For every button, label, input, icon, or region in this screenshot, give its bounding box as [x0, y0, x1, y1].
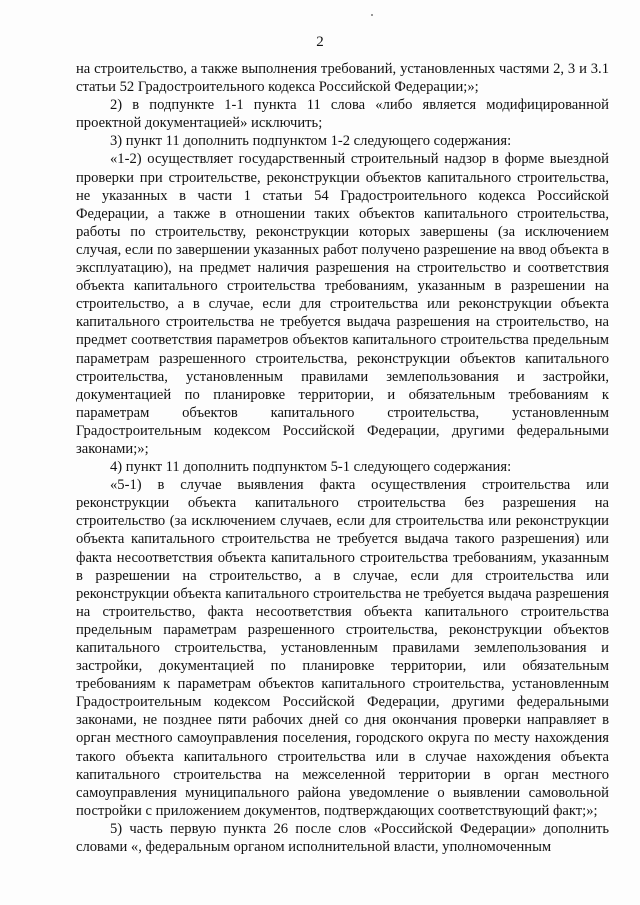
paragraph-item-3: 3) пункт 11 дополнить подпунктом 1-2 следующего содержания:	[110, 133, 512, 150]
paragraph-item-5: 5) часть первую пункта 26 после слов «Российской Федерации» дополнить словами «, федеральным органом исполнительной власти, уполномоченным	[76, 820, 609, 856]
paragraph-subitem-1-2: «1-2) осуществляет государственный строительный надзор в форме выездной проверки при строительстве, реконструкции объектов капитального строительства, не указанных в части 1 статьи 54 Градостроительного кодекса Российской Федерации, а также в отношении таких объектов капитального строительства, работы по строительству, реконструкции которых завершены (за исключением случая, если по завершении указанных работ получено разрешение на ввод объекта в эксплуатацию), на предмет наличия разрешения на строительство и соответствия объекта капитального строительства требованиям, указанным в разрешении на строительство, а в случае, если для строительства или реконструкции объекта капитального строительства не требуется выдача разрешения на строительство, на предмет соответствия параметров объектов капитального строительства предельным параметрам разрешенного строительства, реконструкции объектов капитального строительства, установленным правилами землепользования и застройки, документацией по планировке территории, и обязательным требованиям к параметрам объектов капитального строительства, установленным Градостроительным кодексом Российской Федерации, другими федеральными законами;»;	[76, 151, 609, 457]
scan-speck	[371, 14, 373, 16]
paragraph-item-2: 2) в подпункте 1-1 пункта 11 слова «либо является модифицированной проектной документацией» исключить;	[76, 97, 609, 132]
page-number: 2	[316, 34, 324, 50]
paragraph-continuation: на строительство, а также выполнения требований, установленных частями 2, 3 и 3.1 статьи 52 Градостроительного кодекса Российской Федерации;»;	[76, 61, 609, 96]
document-body	[76, 60, 609, 856]
paragraph-item-4: 4) пункт 11 дополнить подпунктом 5-1 следующего содержания:	[110, 459, 512, 476]
paragraph-subitem-5-1: «5-1) в случае выявления факта осуществления строительства или реконструкции объекта капитального строительства без разрешения на строительство (за исключением случаев, если для строительства или реконструкции объекта капитального строительства не требуется выдача такого разрешения) или факта несоответствия объекта капитального строительства требованиям, указанным в разрешении на строительство, а в случае, если для строительства или реконструкции объекта капитального строительства не требуется выдача разрешения на строительство, факта несоответствия объекта капитального строительства предельным параметрам разрешенного строительства, реконструкции объектов капитального строительства, установленным правилами землепользования и застройки, документацией по планировке территории, или обязательным требованиям к параметрам объектов капитального строительства, установленным Градостроительным кодексом Российской Федерации, другими федеральными законами, не позднее пяти рабочих дней со дня окончания проверки направляет в орган местного самоуправления поселения, городского округа по месту нахождения такого объекта капитального строительства или в случае нахождения объекта капитального строительства на межселенной территории в орган местного самоуправления муниципального района уведомление о выявлении самовольной постройки с приложением документов, подтверждающих соответствующий факт;»;	[76, 477, 609, 819]
